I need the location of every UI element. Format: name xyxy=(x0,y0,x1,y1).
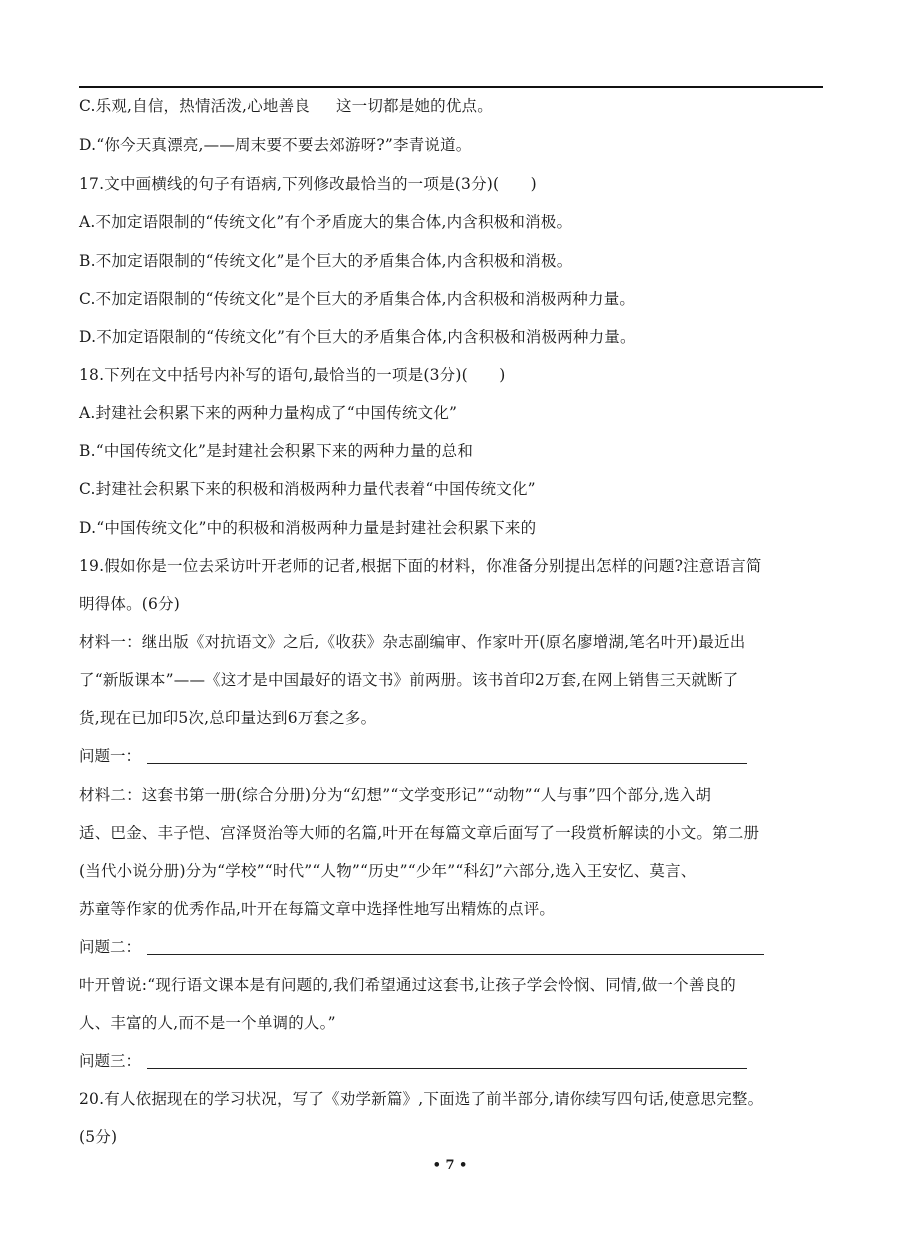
material-one-line-3: 货,现在已加印5次,总印量达到6万套之多。 xyxy=(79,709,377,727)
question-20-continued: (5分) xyxy=(79,1128,118,1146)
question-19: 19.假如你是一位去采访叶开老师的记者,根据下面的材料，你准备分别提出怎样的问题?注意语言简 xyxy=(79,557,762,575)
header-rule xyxy=(79,86,823,88)
answer-row-1 xyxy=(79,746,749,766)
material-two: 材料二：这套书第一册(综合分册)分为“幻想”“文学变形记”“动物”“人与事”四个部分,选入胡 xyxy=(79,786,712,804)
material-one-line-2: 了“新版课本”——《这才是中国最好的语文书》前两册。该书首印2万套,在网上销售三天就断了 xyxy=(79,671,739,689)
answer-row-3 xyxy=(79,1051,749,1071)
option-b-q18: B.“中国传统文化”是封建社会积累下来的两种力量的总和 xyxy=(79,442,474,460)
option-c-q17: C.不加定语限制的“传统文化”是个巨大的矛盾集合体,内含积极和消极两种力量。 xyxy=(79,290,636,308)
material-two-line-3: (当代小说分册)分为“学校”“时代”“人物”“历史”“少年”“科幻”六部分,选入王安忆、莫言、 xyxy=(79,862,697,880)
option-b-q17: B.不加定语限制的“传统文化”是个巨大的矛盾集合体,内含积极和消极。 xyxy=(79,252,573,270)
option-d-q18: D.“中国传统文化”中的积极和消极两种力量是封建社会积累下来的 xyxy=(79,519,537,537)
answer-blank-3[interactable] xyxy=(147,1068,747,1069)
question-19-continued: 明得体。(6分) xyxy=(79,595,181,613)
page-number: • 7 • xyxy=(432,1158,468,1173)
answer-label-3: 问题三： xyxy=(79,1052,142,1070)
quote-paragraph: 叶开曾说:“现行语文课本是有问题的,我们希望通过这套书,让孩子学会怜悯、同情,做一个善良的 xyxy=(79,976,736,994)
answer-row-2 xyxy=(79,937,769,957)
material-two-line-4: 苏童等作家的优秀作品,叶开在每篇文章中选择性地写出精炼的点评。 xyxy=(79,900,556,918)
answer-blank-2[interactable] xyxy=(147,954,764,955)
question-18: 18.下列在文中括号内补写的语句,最恰当的一项是(3分)( ) xyxy=(79,366,506,384)
answer-label-2: 问题二： xyxy=(79,938,142,956)
option-d-q16: D.“你今天真漂亮,——周末要不要去郊游呀?”李青说道。 xyxy=(79,136,472,154)
material-one: 材料一：继出版《对抗语文》之后,《收获》杂志副编审、作家叶开(原名廖增湖,笔名叶开)最近出 xyxy=(79,633,746,651)
question-17: 17.文中画横线的句子有语病,下列修改最恰当的一项是(3分)( ) xyxy=(79,175,537,193)
option-a-q18: A.封建社会积累下来的两种力量构成了“中国传统文化” xyxy=(79,404,458,422)
material-two-line-2: 适、巴金、丰子恺、宫泽贤治等大师的名篇,叶开在每篇文章后面写了一段赏析解读的小文。第二册 xyxy=(79,824,760,842)
quote-paragraph-line-2: 人、丰富的人,而不是一个单调的人。” xyxy=(79,1014,336,1032)
option-c-q16: C.乐观,自信，热情活泼,心地善良 这一切都是她的优点。 xyxy=(79,97,493,115)
option-a-q17: A.不加定语限制的“传统文化”有个矛盾庞大的集合体,内含积极和消极。 xyxy=(79,213,573,231)
answer-label-1: 问题一： xyxy=(79,747,142,765)
question-20: 20.有人依据现在的学习状况，写了《劝学新篇》,下面选了前半部分,请你续写四句话,使意思完整。 xyxy=(79,1090,764,1108)
option-d-q17: D.不加定语限制的“传统文化”有个巨大的矛盾集合体,内含积极和消极两种力量。 xyxy=(79,328,636,346)
option-c-q18: C.封建社会积累下来的积极和消极两种力量代表着“中国传统文化” xyxy=(79,480,536,498)
answer-blank-1[interactable] xyxy=(147,763,747,764)
